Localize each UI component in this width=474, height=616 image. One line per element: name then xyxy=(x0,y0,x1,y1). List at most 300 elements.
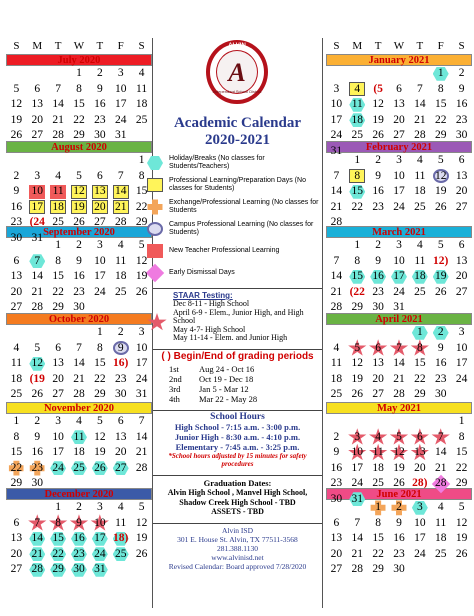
day-number: 1 xyxy=(55,239,61,251)
legend-item xyxy=(145,262,320,284)
calendar-day xyxy=(69,82,90,98)
calendar-day xyxy=(409,356,430,372)
calendar-day xyxy=(89,97,110,113)
day-number: 5 xyxy=(138,239,145,251)
day-number: 14 xyxy=(114,185,127,197)
calendar-day xyxy=(389,184,410,200)
day-number: 15 xyxy=(455,446,468,458)
calendar-day xyxy=(110,516,131,532)
calendar-day xyxy=(6,285,27,301)
calendar-day xyxy=(6,82,27,98)
calendar-day xyxy=(27,254,48,270)
legend-item xyxy=(145,218,320,240)
day-number: 5 xyxy=(437,239,444,251)
calendar-day xyxy=(451,356,472,372)
calendar-day xyxy=(326,516,347,532)
day-number: 17 xyxy=(94,270,106,282)
calendar-day xyxy=(89,531,110,547)
legend-label: Early Dismissal Days xyxy=(169,269,235,276)
day-number: 22 xyxy=(372,547,384,560)
day-number: 14 xyxy=(31,270,44,282)
calendar-day xyxy=(326,200,347,216)
calendar-day xyxy=(69,414,90,430)
calendar-day xyxy=(110,341,131,357)
grading-heading: ( ) Begin/End of grading periods xyxy=(161,351,314,362)
grading-period: 2nd xyxy=(169,374,182,384)
legend-label: Holiday/Breaks (No classes for Students/Teachers) xyxy=(169,155,265,170)
calendar-day xyxy=(451,341,472,357)
day-number: 30 xyxy=(434,388,447,400)
calendar-day xyxy=(131,285,152,301)
day-number: 9 xyxy=(34,430,41,443)
day-number: 31 xyxy=(330,144,343,157)
day-number: 1 xyxy=(354,239,361,251)
calendar-day xyxy=(326,531,347,547)
day-number: 9 xyxy=(117,341,124,354)
calendar-day xyxy=(131,113,152,129)
day-number: 25 xyxy=(372,477,384,489)
day-number: 11 xyxy=(115,516,127,529)
calendar-day xyxy=(110,372,131,388)
calendar-day xyxy=(69,562,90,578)
calendar-day xyxy=(89,516,110,532)
calendar-day xyxy=(48,200,69,216)
day-number: 31 xyxy=(393,301,405,313)
month-name: December 2020 xyxy=(6,488,152,500)
calendar-day xyxy=(347,254,368,270)
logo-subtext: Independent School District xyxy=(212,89,262,94)
calendar-day xyxy=(451,562,472,578)
grading-period: 3rd xyxy=(169,384,181,394)
day-number: 17 xyxy=(135,357,148,369)
day-number: 29 xyxy=(372,563,384,575)
day-number: 22 xyxy=(94,372,106,385)
calendar-day xyxy=(389,97,410,113)
day-number: 23 xyxy=(73,285,85,298)
day-number: 11 xyxy=(414,254,426,267)
calendar-day xyxy=(131,66,152,82)
day-number: 29 xyxy=(10,477,23,489)
day-number: 14 xyxy=(351,532,364,544)
day-number: 2 xyxy=(96,67,103,79)
calendar-day xyxy=(368,169,389,185)
calendar-day xyxy=(368,238,389,254)
day-number: 8 xyxy=(55,254,61,267)
calendar-day xyxy=(368,372,389,388)
calendar-day xyxy=(409,461,430,477)
day-number: 22 xyxy=(52,285,64,298)
calendar-day xyxy=(326,269,347,285)
calendar-day xyxy=(110,445,131,461)
day-number: 5 xyxy=(34,341,41,354)
month-jul xyxy=(6,54,152,144)
day-number: 28 xyxy=(31,563,44,575)
day-number: 4 xyxy=(416,239,423,251)
month-name: March 2021 xyxy=(326,226,472,238)
calendar-day xyxy=(48,184,69,200)
calendar-day xyxy=(27,531,48,547)
day-number: 26 xyxy=(94,461,106,474)
dow-label: W xyxy=(73,40,85,52)
calendar-day xyxy=(409,372,430,388)
day-number: 19 xyxy=(455,532,468,544)
calendar-day xyxy=(389,82,410,98)
legend-label: Exchange/Professional Learning (No classes for Students xyxy=(169,199,319,214)
day-number: 16 xyxy=(434,357,447,369)
calendar-day xyxy=(347,387,368,403)
day-number: 28 xyxy=(414,129,426,141)
month-grid xyxy=(6,500,152,578)
day-number: 24 xyxy=(414,547,426,560)
calendar-day xyxy=(451,387,472,403)
day-number: 2 xyxy=(13,169,20,182)
month-grid xyxy=(326,153,472,231)
day-number: 4 xyxy=(437,501,444,513)
day-number: 7 xyxy=(437,430,444,443)
calendar-day xyxy=(27,445,48,461)
grading-periods xyxy=(153,349,322,404)
dow-label: S xyxy=(138,40,145,52)
calendar-day xyxy=(6,325,27,341)
calendar-day xyxy=(430,254,451,270)
day-number: 15 xyxy=(73,98,85,110)
staar-line: Dec 8-11 - High School xyxy=(173,299,250,308)
day-number: 2 xyxy=(333,430,340,443)
calendar-day xyxy=(409,238,430,254)
month-name: August 2020 xyxy=(6,141,152,153)
day-number: 2 xyxy=(117,326,124,338)
day-number: 20 xyxy=(52,372,64,385)
calendar-day xyxy=(69,500,90,516)
month-grid xyxy=(326,325,472,403)
calendar-day xyxy=(131,547,152,563)
day-number: 29 xyxy=(434,129,447,141)
calendar-day xyxy=(110,547,131,563)
exch-legend-icon xyxy=(148,200,163,215)
calendar-day xyxy=(451,372,472,388)
day-number: 28 xyxy=(31,301,44,313)
day-number: 24 xyxy=(52,461,64,474)
day-number: 27 xyxy=(455,285,468,298)
day-number: 7 xyxy=(354,516,361,529)
day-number: 6 xyxy=(117,415,124,427)
day-number: 26 xyxy=(434,200,447,213)
day-number: 2 xyxy=(375,239,381,251)
month-name: February 2021 xyxy=(326,141,472,153)
hours-note: *School hours adjusted by 15 minutes for safety procedures xyxy=(168,452,307,468)
calendar-day xyxy=(6,461,27,477)
legend-item xyxy=(145,196,320,218)
calendar-day xyxy=(326,97,347,113)
calendar-day xyxy=(347,461,368,477)
calendar-day xyxy=(430,269,451,285)
calendar-day xyxy=(27,169,48,185)
calendar-day xyxy=(389,356,410,372)
hours-line: Elementary - 7:45 a.m. - 3:25 p.m. xyxy=(175,442,300,452)
day-number: 1 xyxy=(13,415,20,427)
calendar-day xyxy=(347,562,368,578)
day-number: 3 xyxy=(458,326,465,338)
calendar-day xyxy=(27,285,48,301)
day-number: 22 xyxy=(52,547,64,560)
calendar-day xyxy=(430,82,451,98)
calendar-day xyxy=(347,341,368,357)
calendar-day xyxy=(451,169,472,185)
dow-label: T xyxy=(54,40,62,52)
calendar-day xyxy=(131,387,152,403)
calendar-day xyxy=(451,66,472,82)
title-line: Academic Calendar xyxy=(173,115,302,131)
calendar-day xyxy=(110,82,131,98)
day-number: 1 xyxy=(375,501,381,513)
day-number: 8 xyxy=(76,82,82,95)
calendar-day xyxy=(347,184,368,200)
calendar-day xyxy=(389,531,410,547)
calendar-day xyxy=(430,153,451,169)
day-number: 23 xyxy=(73,547,85,560)
day-number: 9 xyxy=(76,516,82,529)
day-number: 23 xyxy=(31,461,44,474)
day-number: 25 xyxy=(351,129,364,141)
day-number: 26 xyxy=(372,129,384,141)
day-number: 23 xyxy=(330,477,343,489)
calendar-day xyxy=(451,238,472,254)
day-number: 19 xyxy=(10,113,23,126)
day-number: 14 xyxy=(393,357,405,369)
day-number: 16 xyxy=(73,532,85,544)
day-number: 21 xyxy=(414,113,426,126)
day-number: 13 xyxy=(31,98,44,110)
day-number: 21 xyxy=(31,547,44,560)
calendar-day xyxy=(89,500,110,516)
calendar-day xyxy=(389,254,410,270)
calendar-day xyxy=(89,285,110,301)
day-number: 10 xyxy=(414,516,426,529)
day-number: 14 xyxy=(31,532,44,544)
calendar-day xyxy=(27,341,48,357)
calendar-day xyxy=(326,387,347,403)
calendar-day xyxy=(48,169,69,185)
calendar-day xyxy=(110,461,131,477)
calendar-day xyxy=(409,430,430,446)
day-number: 12 xyxy=(351,357,364,369)
day-number: 12 xyxy=(434,169,447,182)
calendar-day xyxy=(368,516,389,532)
day-number: 22 xyxy=(455,461,468,474)
calendar-day xyxy=(409,445,430,461)
day-number: 20 xyxy=(31,113,44,126)
day-number: 26 xyxy=(351,388,364,400)
day-number: 10 xyxy=(135,341,148,354)
day-number: 8 xyxy=(13,430,20,443)
calendar-day xyxy=(347,113,368,129)
day-number: 8 xyxy=(375,516,381,529)
day-number: 15 xyxy=(351,185,364,197)
day-number: 28 xyxy=(73,388,85,400)
day-number: 13 xyxy=(372,357,384,369)
day-number: 15 xyxy=(135,185,148,197)
calendar-day xyxy=(326,184,347,200)
calendar-day xyxy=(347,238,368,254)
calendar-day xyxy=(48,562,69,578)
day-number: 3 xyxy=(396,154,402,166)
day-number: 5 xyxy=(458,501,465,513)
calendar-day xyxy=(69,184,90,200)
calendar-day xyxy=(430,562,451,578)
calendar-day xyxy=(326,461,347,477)
day-number: 2 xyxy=(396,501,402,513)
calendar-day xyxy=(131,430,152,446)
day-number: 17 xyxy=(330,113,343,126)
day-number: 19 xyxy=(351,372,364,385)
calendar-day xyxy=(368,531,389,547)
day-number: 1 xyxy=(354,154,361,166)
calendar-day xyxy=(69,97,90,113)
calendar-day xyxy=(89,562,110,578)
grading-period: 4th xyxy=(169,394,180,404)
calendar-day xyxy=(131,356,152,372)
day-number: 6 xyxy=(55,341,61,354)
day-number: 28 xyxy=(135,461,148,474)
day-number: 29 xyxy=(52,563,64,575)
calendar-day xyxy=(69,238,90,254)
divider xyxy=(322,38,323,608)
day-number: 25 xyxy=(114,285,127,298)
day-number: 3 xyxy=(96,239,103,251)
calendar-day xyxy=(430,285,451,301)
day-number: 4 xyxy=(117,239,124,251)
month-oct xyxy=(6,313,152,403)
day-number: 6 xyxy=(34,82,41,95)
calendar-day xyxy=(48,356,69,372)
calendar-day xyxy=(430,325,451,341)
calendar-day xyxy=(368,184,389,200)
calendar-day xyxy=(48,97,69,113)
calendar-day xyxy=(131,414,152,430)
day-number: 12 xyxy=(73,185,85,197)
day-number: 4 xyxy=(138,67,145,79)
calendar-day xyxy=(89,254,110,270)
day-number: 4 xyxy=(416,154,423,166)
hours-heading: School Hours xyxy=(210,412,265,422)
calendar-day xyxy=(326,414,347,430)
grading-dates: Oct 19 - Dec 18 xyxy=(199,374,254,384)
day-number: 18) xyxy=(113,532,129,544)
day-number: 16 xyxy=(455,98,468,110)
month-name: September 2020 xyxy=(6,226,152,238)
calendar-day xyxy=(131,500,152,516)
calendar-day xyxy=(368,356,389,372)
calendar-day xyxy=(110,113,131,129)
dow-header-right xyxy=(326,40,472,52)
legend-item xyxy=(145,152,320,174)
day-number: 7 xyxy=(396,341,402,354)
day-number: 1 xyxy=(458,415,465,427)
day-number: 22 xyxy=(434,113,447,126)
day-number: 7 xyxy=(333,169,340,182)
day-number: 20 xyxy=(455,185,468,197)
calendar-day xyxy=(409,531,430,547)
day-number: 5 xyxy=(437,154,444,166)
calendar-day xyxy=(368,153,389,169)
hours-line: High School - 7:15 a.m. - 3:00 p.m. xyxy=(174,422,301,432)
day-number: 15 xyxy=(52,270,64,282)
calendar-day xyxy=(389,562,410,578)
day-number: 20 xyxy=(10,285,23,298)
calendar-day xyxy=(409,500,430,516)
calendar-day xyxy=(347,356,368,372)
day-number: 3 xyxy=(333,82,340,95)
day-number: 16 xyxy=(94,98,106,110)
day-number: 6 xyxy=(458,239,465,251)
day-number: 26 xyxy=(73,216,85,228)
dow-label: S xyxy=(333,40,340,52)
day-number: 30 xyxy=(73,563,85,575)
calendar-day xyxy=(409,82,430,98)
calendar-day xyxy=(430,414,451,430)
month-name: November 2020 xyxy=(6,402,152,414)
calendar-day xyxy=(27,184,48,200)
day-number: 13 xyxy=(94,185,106,197)
day-number: 7 xyxy=(34,516,41,529)
day-number: 7 xyxy=(76,341,82,354)
calendar-day xyxy=(409,66,430,82)
day-number: 27 xyxy=(10,563,23,575)
day-number: 7 xyxy=(117,169,124,182)
calendar-day xyxy=(89,445,110,461)
day-number: 8 xyxy=(354,169,361,182)
day-number: 6 xyxy=(96,169,103,182)
legend xyxy=(145,152,320,284)
day-number: 27 xyxy=(372,388,384,400)
calendar-day xyxy=(368,97,389,113)
prof-legend-icon xyxy=(147,178,163,192)
day-number: 17 xyxy=(393,270,405,282)
day-number: 1 xyxy=(96,326,103,338)
calendar-day xyxy=(48,254,69,270)
day-number: 29 xyxy=(351,301,364,313)
grading-dates: Aug 24 - Oct 16 xyxy=(199,364,255,374)
calendar-day xyxy=(347,169,368,185)
day-number: 29 xyxy=(414,388,426,400)
footer-line: www.alvinisd.net xyxy=(211,553,264,562)
day-number: 14 xyxy=(414,98,426,110)
month-nov xyxy=(6,402,152,492)
day-number: 5 xyxy=(354,341,361,354)
calendar-day xyxy=(430,169,451,185)
day-number: 8 xyxy=(96,341,103,354)
day-number: 16 xyxy=(31,446,44,458)
district-logo xyxy=(206,40,268,104)
calendar-day xyxy=(89,238,110,254)
calendar-day xyxy=(6,445,27,461)
calendar-day xyxy=(27,461,48,477)
calendar-day xyxy=(27,153,48,169)
calendar-day xyxy=(430,445,451,461)
day-number: 9 xyxy=(375,169,381,182)
day-number: 11 xyxy=(330,357,342,369)
calendar-day xyxy=(430,200,451,216)
day-number: 8 xyxy=(437,82,444,95)
footer-line: 301 E. House St. Alvin, TX 77511-3568 xyxy=(177,535,298,544)
month-feb xyxy=(326,141,472,231)
day-number: 6 xyxy=(458,154,465,166)
day-number: 27 xyxy=(393,129,405,141)
day-number: 20 xyxy=(114,446,127,458)
day-number: 18 xyxy=(73,446,85,458)
graduation-section xyxy=(153,475,322,519)
calendar-day xyxy=(430,516,451,532)
